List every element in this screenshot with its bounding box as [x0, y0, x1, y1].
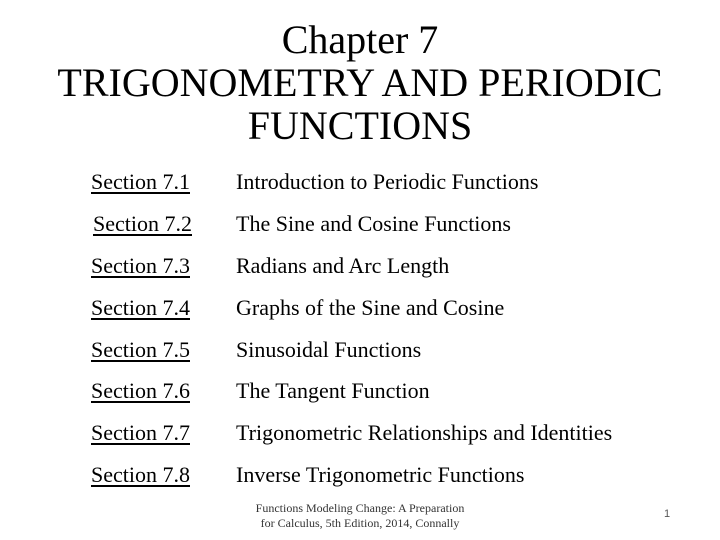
- footer-citation: [230, 501, 490, 531]
- section-link-7-1[interactable]: Section 7.1: [91, 169, 190, 194]
- page-number: 1: [664, 508, 671, 520]
- section-link-7-6[interactable]: Section 7.6: [91, 378, 190, 403]
- section-row: [0, 209, 720, 239]
- section-link-7-3[interactable]: Section 7.3: [91, 253, 190, 278]
- footer-line: Functions Modeling Change: A Preparation: [255, 501, 465, 515]
- section-link-7-8[interactable]: Section 7.8: [91, 462, 190, 487]
- section-link-7-5[interactable]: Section 7.5: [91, 337, 190, 362]
- section-link-7-7[interactable]: Section 7.7: [91, 420, 190, 445]
- section-row: [0, 335, 720, 365]
- section-row: [0, 418, 720, 448]
- title-line-chapter: Chapter 7: [281, 17, 439, 62]
- section-title: The Sine and Cosine Functions: [236, 211, 511, 236]
- section-title: Introduction to Periodic Functions: [236, 169, 539, 194]
- section-title: The Tangent Function: [236, 378, 430, 403]
- title-line-topic: TRIGONOMETRY AND PERIODIC: [57, 60, 663, 105]
- footer-line: for Calculus, 5th Edition, 2014, Connally: [260, 516, 460, 530]
- section-row: [0, 251, 720, 281]
- section-row: [0, 460, 720, 490]
- section-title: Radians and Arc Length: [236, 253, 450, 278]
- section-title: Sinusoidal Functions: [236, 337, 422, 362]
- section-row: [0, 293, 720, 323]
- section-title: Trigonometric Relationships and Identities: [236, 420, 613, 445]
- section-title: Graphs of the Sine and Cosine: [236, 295, 505, 320]
- section-link-7-2[interactable]: Section 7.2: [93, 211, 192, 236]
- section-title: Inverse Trigonometric Functions: [236, 462, 525, 487]
- section-row: [0, 376, 720, 406]
- section-link-7-4[interactable]: Section 7.4: [91, 295, 190, 320]
- title-line-topic-cont: FUNCTIONS: [247, 103, 473, 148]
- section-row: [0, 167, 720, 197]
